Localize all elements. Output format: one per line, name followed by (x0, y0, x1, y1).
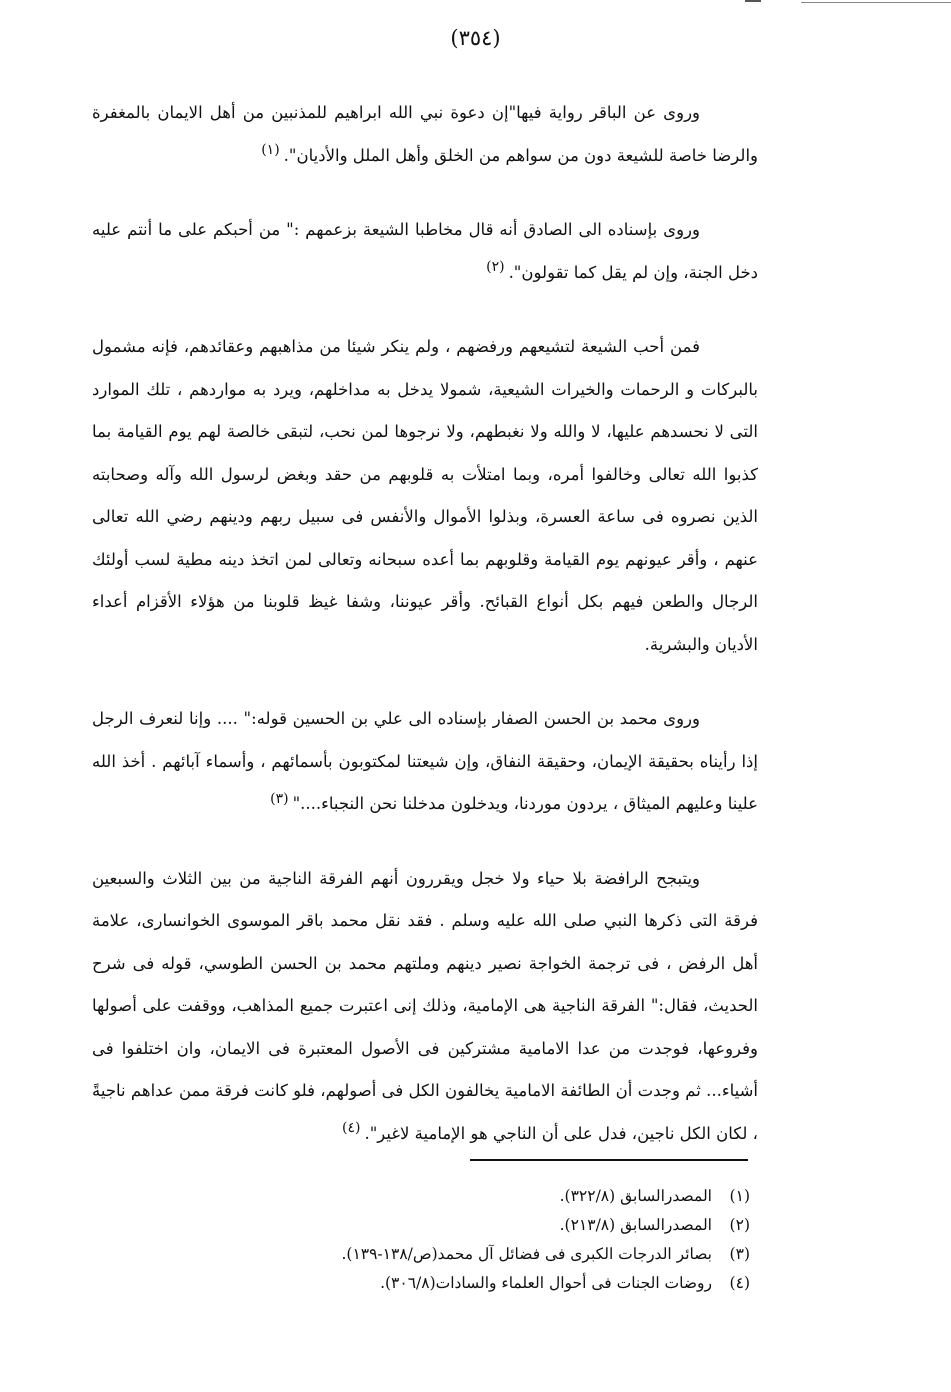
paragraph-4 (92, 698, 758, 826)
paragraph-3 (92, 326, 758, 666)
footnote-reference: (١) (261, 142, 280, 158)
footnotes-list (240, 1182, 750, 1298)
paragraph-text: ويتبجح الرافضة بلا حياء ولا خجل ويقررون أنهم الفرقة الناجية من بين الثلاث والسبعين فرقة التى ذكرها النبي صلى الله عليه وسلم . فقد نقل محمد باقر الموسوى الخوانسارى، علامة أهل الرفض ، فى ترجمة الخواجة نصير دينهم وملتهم محمد بن الحسن الطوسي، قوله فى شرح الحديث، فقال:" الفرقة الناجية هى الإمامية، وذلك إنى اعتبرت جميع المذاهب، ووقفت على أصولها وفروعها، فوجدت من عدا الامامية مشتركين فى الأصول المعتبرة فى الايمان، وان اختلفوا فى أشياء... ثم وجدت أن الطائفة الامامية يخالفون الكل فى أصولهم، فلو كانت فرقة ممن عداهم ناجيةً ، لكان الكل ناجين، فدل على أن الناجي هو الإمامية لاغير". (92, 868, 758, 1143)
paragraph-1 (92, 92, 758, 177)
footnote-reference: (٢) (486, 259, 505, 275)
main-text (92, 92, 758, 1155)
footnote-number: (٣) (729, 1245, 750, 1263)
paragraph-text: وروى عن الباقر رواية فيها"إن دعوة نبي الله ابراهيم للمذنبين من أهل الايمان بالمغفرة والرضا خاصة للشيعة دون من سواهم من الخلق وأهل الملل والأديان". (92, 103, 758, 165)
footnote-item (240, 1211, 750, 1240)
top-edge-mark (745, 0, 761, 2)
footnote-number: (٢) (729, 1216, 750, 1234)
footnote-text: بصائر الدرجات الكبرى فى فضائل آل محمد(ص/١٣٨-١٣٩). (341, 1245, 712, 1263)
footnote-reference: (٤) (341, 1120, 361, 1136)
footnote-item (240, 1182, 750, 1211)
paragraph-5 (92, 858, 758, 1156)
footnote-reference: (٣) (270, 790, 289, 807)
footnote-number: (١) (729, 1187, 750, 1205)
footnote-item (240, 1269, 750, 1298)
footnote-text: المصدرالسابق (٣٢٢/٨). (559, 1187, 712, 1205)
page-number: (٣٥٤) (450, 26, 501, 50)
footnote-number: (٤) (729, 1274, 750, 1292)
paragraph-text: وروى محمد بن الحسن الصفار بإسناده الى علي بن الحسين قوله:" .... وإنا لنعرف الرجل إذا رأيناه بحقيقة الإيمان، وحقيقة النفاق، وإن شيعتنا لمكتوبون بأسمائهم ، وأسماء آبائهم . أخذ الله علينا وعليهم الميثاق ، يردون موردنا، ويدخلون مدخلنا نحن النجباء...." (92, 709, 758, 813)
paragraph-text: فمن أحب الشيعة لتشيعهم ورفضهم ، ولم ينكر شيئا من مذاهبهم وعقائدهم، فإنه مشمول بالبركات و الرحمات والخيرات الشيعية، شمولا يدخل به مداخلهم، ويرد به مواردهم ، تلك الموارد التى لا نحسدهم عليها، لا والله ولا نغبطهم، ولا نرجوها لمن نحب، لتبقى خالصة لهم يوم القيامة بما كذبوا الله تعالى وخالفوا أمره، وبما امتلأت به قلوبهم من حقد وبغض لرسول الله وآله وصحابته الذين نصروه فى ساعة العسرة، وبذلوا الأموال والأنفس فى سبيل ربهم ودينهم رضي الله تعالى عنهم ، وأقر عيونهم يوم القيامة وقلوبهم بما أعده سبحانه وتعالى لمن اتخذ دينه مطية لسب أولئك الرجال والطعن فيهم بكل أنواع القبائح. وأقر عيوننا، وشفا غيظ قلوبنا من هؤلاء الأقزام أعداء الأديان والبشرية. (92, 337, 758, 654)
footnote-item (240, 1240, 750, 1269)
footnote-text: المصدرالسابق (٢١٣/٨). (559, 1216, 712, 1234)
top-edge-rule (801, 2, 951, 3)
paragraph-text: وروى بإسناده الى الصادق أنه قال مخاطبا الشيعة بزعمهم :" من أحبكم على ما أنتم عليه دخل الجنة، وإن لم يقل كما تقولون". (92, 220, 758, 282)
paragraph-2 (92, 209, 758, 294)
footnote-separator (470, 1159, 748, 1161)
footnote-text: روضات الجنات فى أحوال العلماء والسادات(٣٠٦/٨). (380, 1274, 712, 1292)
